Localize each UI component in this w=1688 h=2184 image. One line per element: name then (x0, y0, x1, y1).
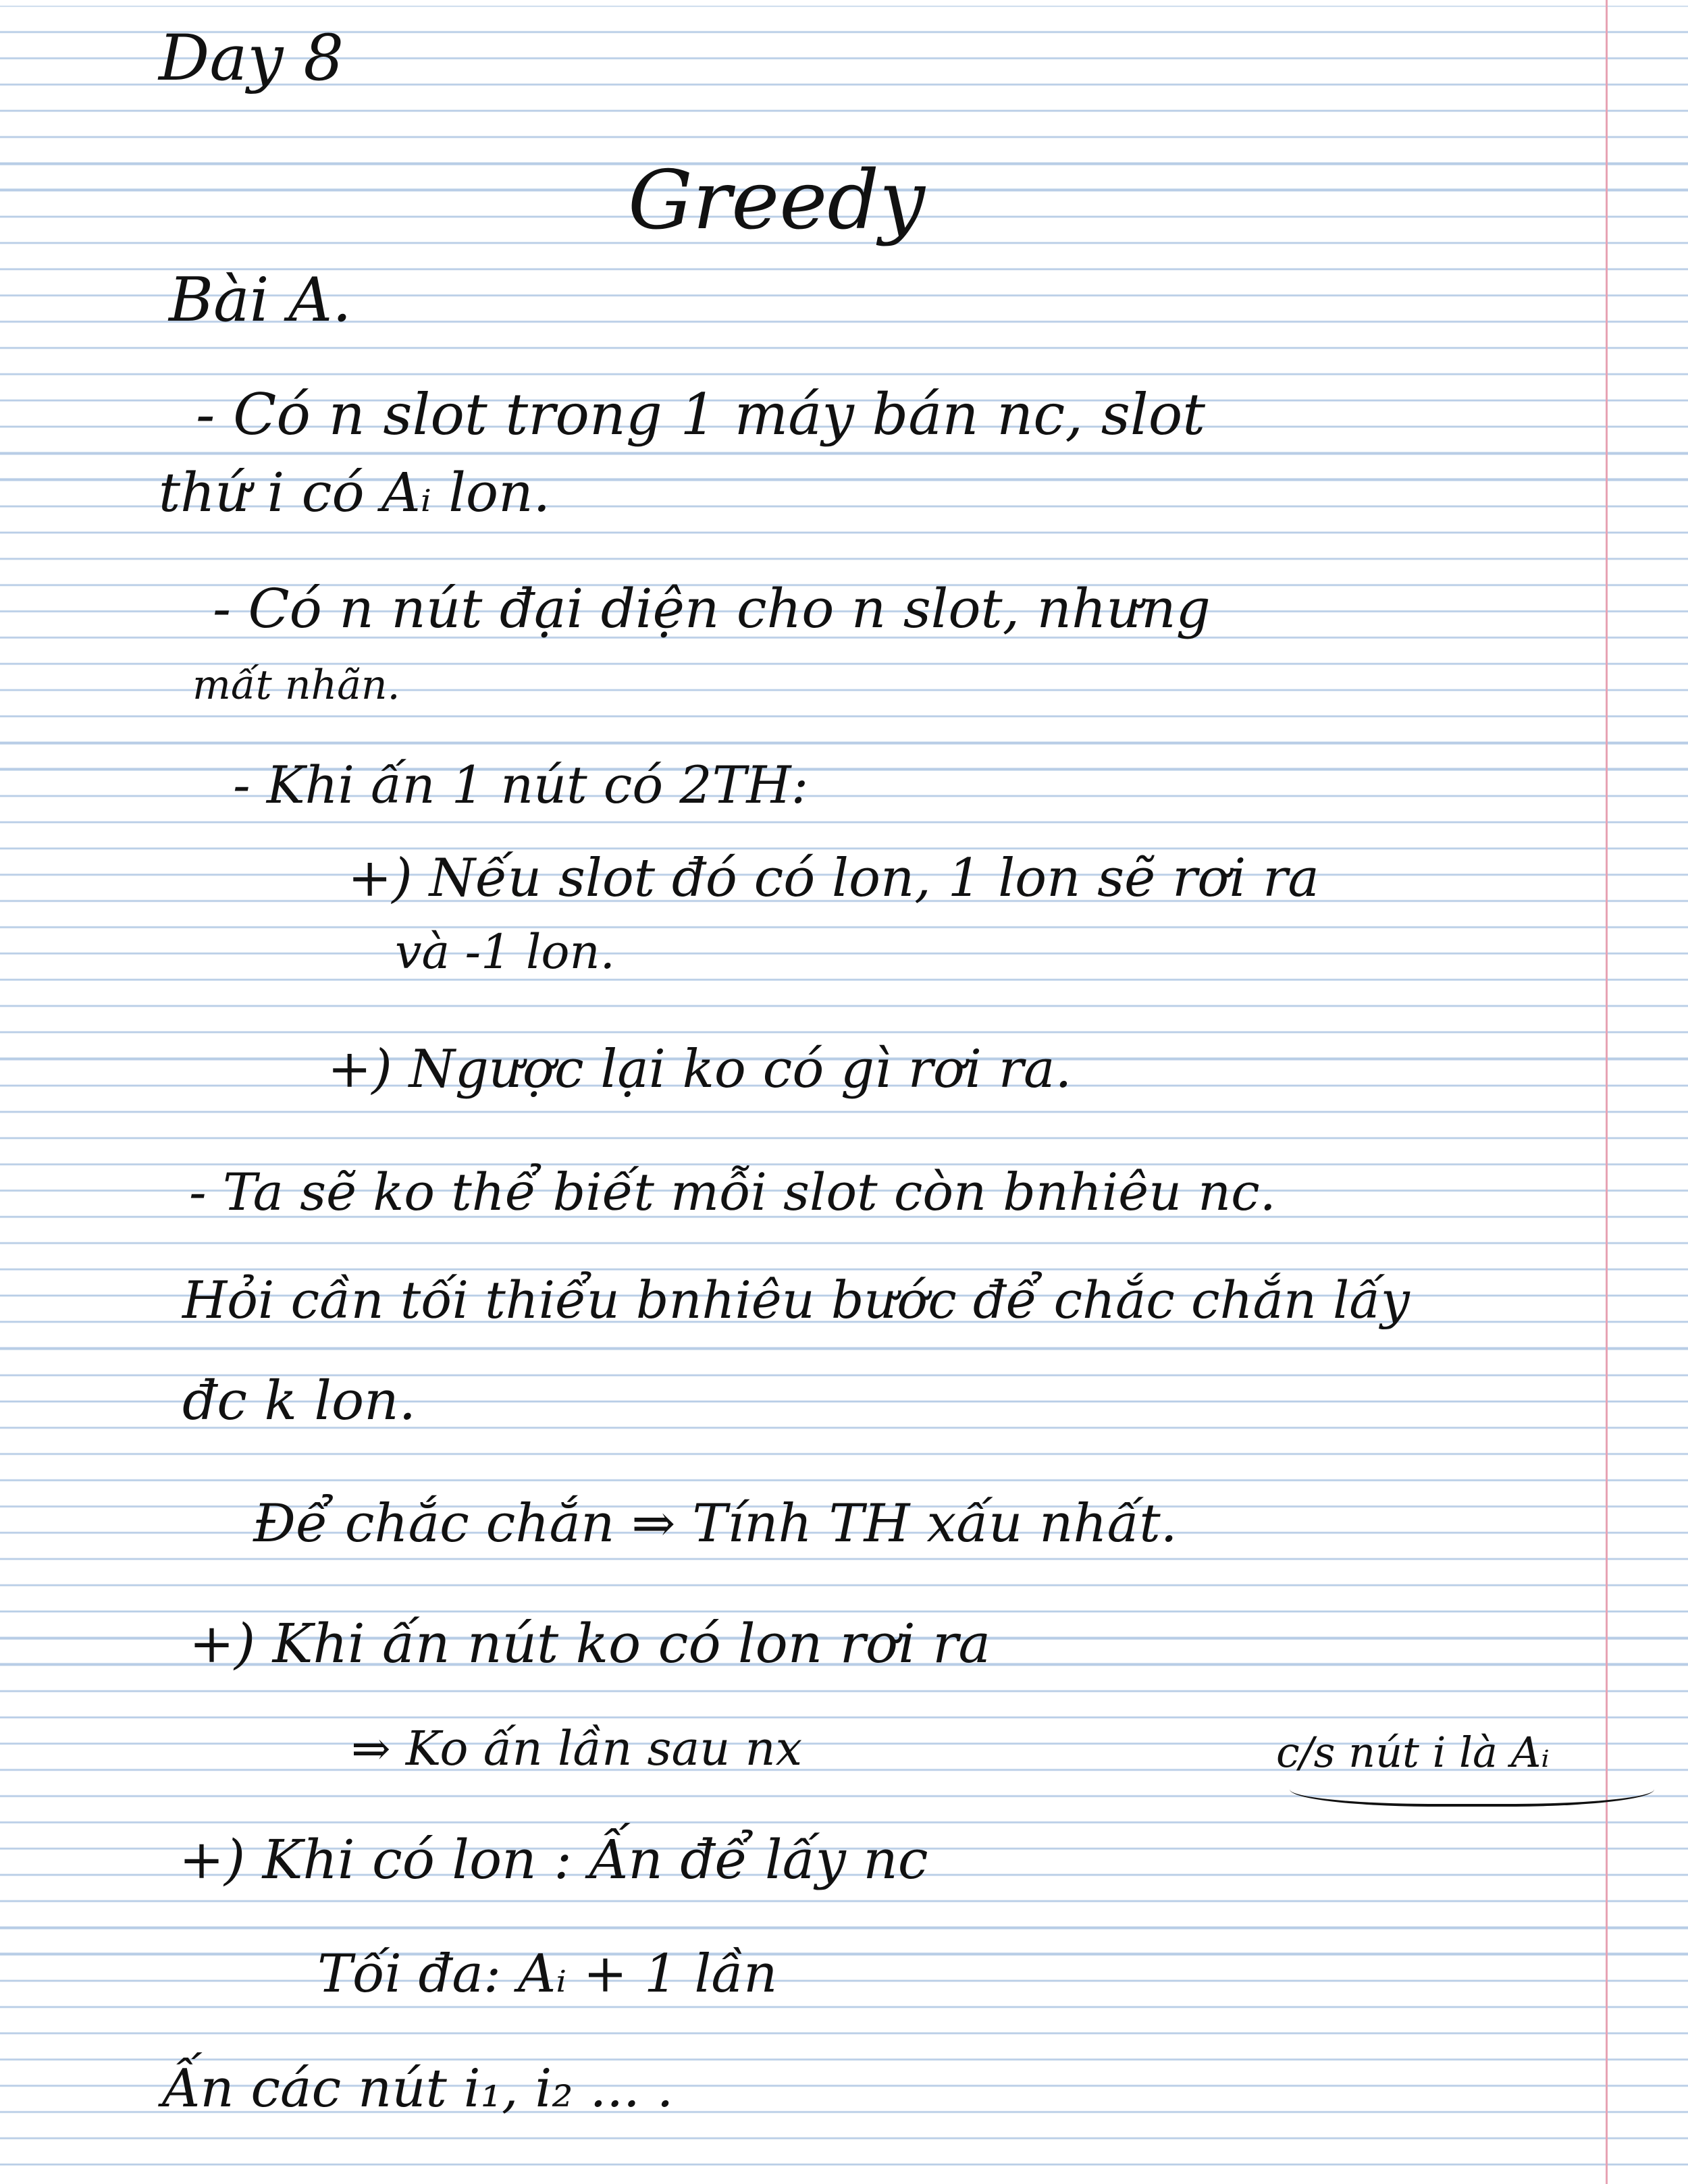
note-line-7: và -1 lon. (395, 924, 615, 980)
notebook-margin-line (1606, 0, 1608, 2184)
note-line-17: Ấn các nút i₁, i₂ ... . (162, 2058, 674, 2119)
note-line-2: thứ i có Aᵢ lon. (159, 461, 551, 524)
note-line-4: mất nhãn. (192, 662, 400, 709)
day-heading: Day 8 (159, 22, 344, 95)
note-line-16: Tối đa: Aᵢ + 1 lần (317, 1944, 778, 2004)
note-line-6: +) Nếu slot đó có lon, 1 lon sẽ rơi ra (348, 848, 1319, 909)
note-line-10: Hỏi cần tối thiểu bnhiêu bước để chắc chắn lấy (182, 1270, 1410, 1330)
note-line-13: +) Khi ấn nút ko có lon rơi ra (189, 1612, 991, 1675)
page-title: Greedy (628, 154, 925, 248)
side-note-underline (1290, 1763, 1654, 1807)
note-line-12: Để chắc chắn ⇒ Tính TH xấu nhất. (253, 1493, 1178, 1554)
note-line-14: ⇒ Ko ấn lần sau nx (351, 1721, 803, 1776)
note-line-5: - Khi ấn 1 nút có 2TH: (233, 755, 809, 815)
side-note: c/s nút i là Aᵢ (1276, 1728, 1550, 1777)
note-line-9: - Ta sẽ ko thể biết mỗi slot còn bnhiêu nc. (189, 1162, 1276, 1222)
note-line-1: - Có n slot trong 1 máy bán nc, slot (196, 381, 1206, 448)
note-line-8: +) Ngược lại ko có gì rơi ra. (327, 1039, 1072, 1100)
note-line-15: +) Khi có lon : Ấn để lấy nc (179, 1828, 928, 1891)
note-line-3: - Có n nút đại diện cho n slot, nhưng (213, 577, 1211, 640)
problem-label: Bài A. (169, 265, 352, 336)
note-line-11: đc k lon. (182, 1369, 417, 1432)
